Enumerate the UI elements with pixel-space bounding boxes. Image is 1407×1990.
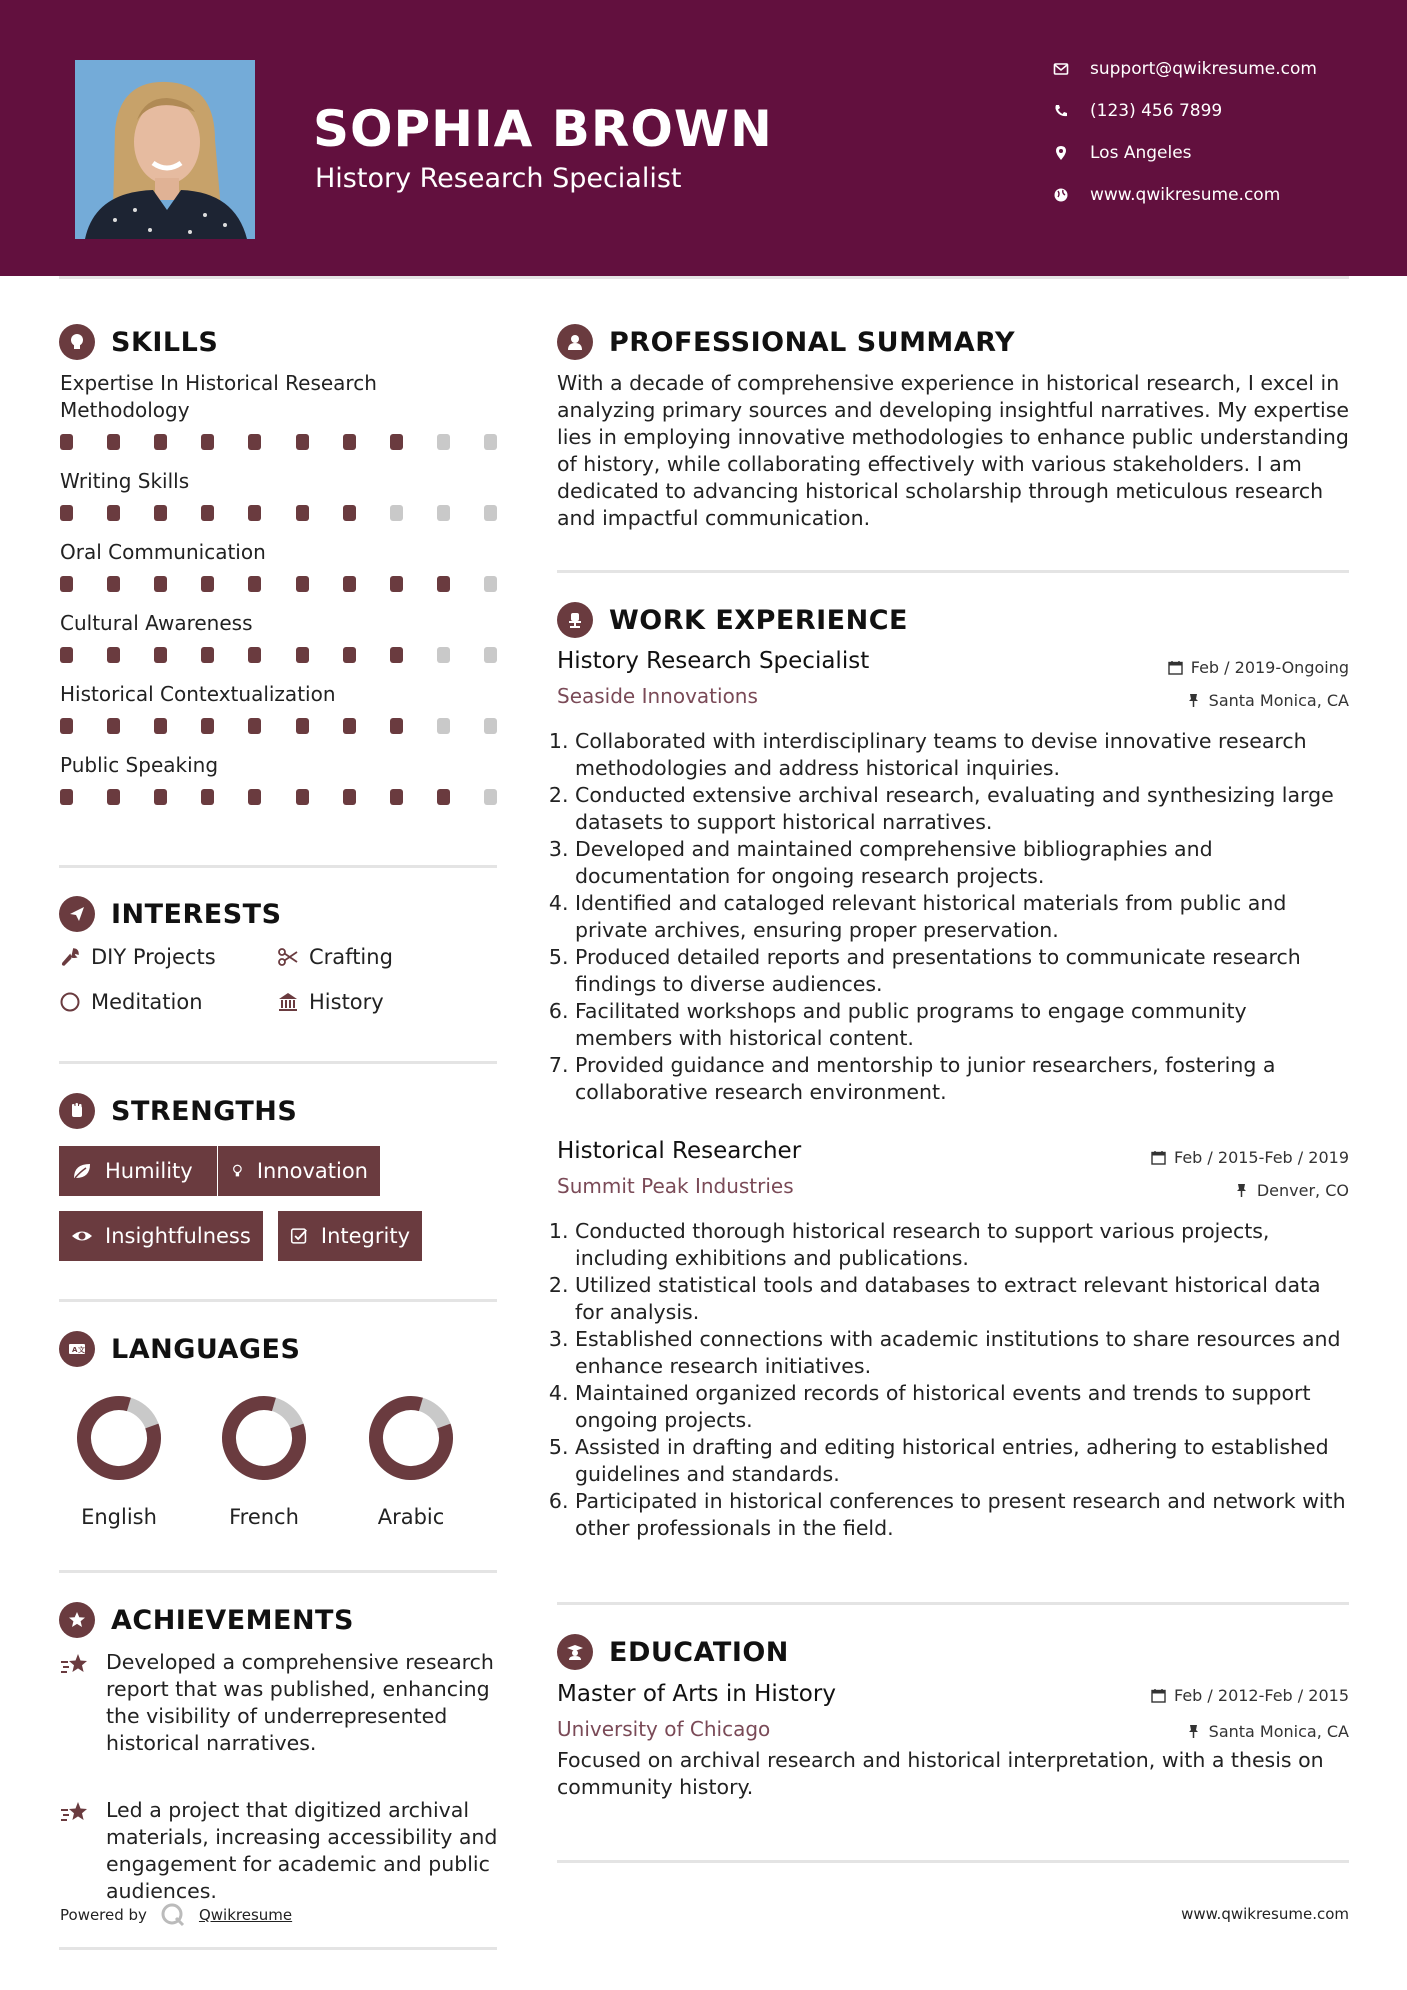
rating-dot-filled — [296, 505, 309, 521]
rating-dot-filled — [154, 789, 167, 805]
contact-email-text: support@qwikresume.com — [1090, 59, 1317, 79]
responsibility-item: 1. Collaborated with interdisciplinary teams to devise innovative research methodologies and address historical inquiries. — [575, 728, 1349, 782]
skill-item — [60, 610, 498, 663]
skills-title: SKILLS — [111, 326, 219, 358]
check-square-icon — [290, 1225, 309, 1247]
eye-icon — [71, 1225, 93, 1247]
rating-dot-filled — [201, 434, 214, 450]
responsibility-item: 3. Developed and maintained comprehensive bibliographies and documentation for ongoing research projects. — [575, 836, 1349, 890]
job-dates-text: Feb / 2015-Feb / 2019 — [1174, 1148, 1349, 1167]
rating-dot-filled — [296, 434, 309, 450]
achievements-heading — [59, 1602, 354, 1638]
rating-dot-filled — [248, 647, 261, 663]
rating-dot-filled — [390, 789, 403, 805]
rating-dot-filled — [201, 576, 214, 592]
interest-item — [59, 945, 216, 969]
interest-label: History — [309, 990, 384, 1014]
rating-dot-filled — [60, 789, 73, 805]
achievements-title: ACHIEVEMENTS — [111, 1604, 354, 1636]
language-name: French — [229, 1505, 299, 1529]
rating-dot-empty — [484, 576, 497, 592]
star-icon — [60, 1800, 90, 1826]
interest-item — [59, 990, 203, 1014]
rating-dot-empty — [484, 647, 497, 663]
education-heading — [557, 1634, 789, 1670]
skill-item — [60, 370, 498, 450]
skill-item — [60, 468, 498, 521]
rating-dot-filled — [60, 576, 73, 592]
skill-rating — [60, 789, 497, 805]
summary-text: With a decade of comprehensive experience in historical research, I excel in analyzing primary sources and developing insightful narratives. My expertise lies in employing innovative methodologies to enhance public understanding of history, while collaborating effectively with various stakeholders. I am dedicated to advancing historical scholarship through meticulous research and impactful communication. — [557, 371, 1349, 530]
rating-dot-filled — [296, 718, 309, 734]
responsibility-item: 6. Participated in historical conferences to present research and network with other professionals in the field. — [575, 1488, 1349, 1542]
education-school: University of Chicago — [557, 1717, 771, 1741]
rating-dot-filled — [296, 789, 309, 805]
svg-text:A文: A文 — [72, 1346, 86, 1354]
rating-dot-filled — [154, 434, 167, 450]
skill-name: Cultural Awareness — [60, 611, 253, 635]
rating-dot-filled — [437, 576, 450, 592]
achievement-item — [60, 1649, 500, 1757]
contact-location — [1053, 143, 1383, 163]
summary-divider — [557, 570, 1349, 573]
education-location-text: Santa Monica, CA — [1208, 1722, 1349, 1741]
skill-name: Writing Skills — [60, 469, 190, 493]
office-chair-icon — [557, 602, 593, 638]
responsibility-item: 4. Maintained organized records of historical events and trends to support ongoing projects. — [575, 1380, 1349, 1434]
language-name: Arabic — [377, 1505, 445, 1529]
language-item — [341, 1393, 481, 1529]
strength-label: Innovation — [256, 1159, 368, 1183]
education-dates — [1151, 1686, 1349, 1705]
rating-dot-empty — [484, 789, 497, 805]
contact-website-text: www.qwikresume.com — [1090, 185, 1281, 205]
job-dates — [1151, 1148, 1349, 1167]
achievements-divider — [59, 1947, 497, 1950]
rating-dot-filled — [343, 718, 356, 734]
experience-heading — [557, 602, 908, 638]
rating-dot-filled — [201, 647, 214, 663]
skill-rating — [60, 434, 497, 450]
skill-rating — [60, 718, 497, 734]
strengths-title: STRENGTHS — [111, 1095, 298, 1127]
rating-dot-filled — [248, 505, 261, 521]
skill-name: Public Speaking — [60, 753, 219, 777]
interest-item — [277, 945, 393, 969]
responsibility-item: 3. Established connections with academic institutions to share resources and enhance research initiatives. — [575, 1326, 1349, 1380]
rating-dot-empty — [437, 434, 450, 450]
education-dates-text: Feb / 2012-Feb / 2015 — [1174, 1686, 1349, 1705]
map-pin-icon — [1053, 145, 1069, 161]
scissors-icon — [277, 946, 299, 968]
wrench-icon — [59, 946, 81, 968]
job-location — [1234, 1181, 1349, 1200]
contact-email[interactable] — [1053, 59, 1383, 79]
rating-dot-filled — [201, 505, 214, 521]
achievement-item — [60, 1797, 500, 1905]
rating-dot-empty — [437, 505, 450, 521]
rating-dot-filled — [60, 434, 73, 450]
leaf-icon — [71, 1160, 93, 1182]
skill-item — [60, 539, 498, 592]
rating-dot-filled — [343, 576, 356, 592]
rating-dot-filled — [60, 718, 73, 734]
achievement-text: Developed a comprehensive research report that was published, enhancing the visibility of underrepresented historical narratives. — [106, 1650, 494, 1755]
responsibility-item: 2. Conducted extensive archival research, evaluating and synthesizing large datasets to support historical narratives. — [575, 782, 1349, 836]
rating-dot-filled — [107, 718, 120, 734]
skill-name: Oral Communication — [60, 540, 266, 564]
skill-item — [60, 752, 498, 805]
interests-title: INTERESTS — [111, 898, 282, 930]
rating-dot-filled — [390, 647, 403, 663]
rating-dot-filled — [437, 789, 450, 805]
languages-heading — [59, 1331, 300, 1367]
rating-dot-filled — [107, 647, 120, 663]
responsibility-item: 2. Utilized statistical tools and databases to extract relevant historical data for analysis. — [575, 1272, 1349, 1326]
skill-name: Expertise In Historical Research Methodology — [60, 371, 377, 422]
languages-title: LANGUAGES — [111, 1333, 301, 1365]
rating-dot-empty — [390, 505, 403, 521]
rating-dot-filled — [248, 434, 261, 450]
interests-divider — [59, 1061, 497, 1064]
education-title: EDUCATION — [609, 1636, 789, 1668]
summary-title: PROFESSIONAL SUMMARY — [609, 326, 1016, 358]
strength-tag — [218, 1146, 380, 1196]
rating-dot-filled — [154, 647, 167, 663]
rating-dot-filled — [390, 576, 403, 592]
rating-dot-filled — [248, 576, 261, 592]
powered-by — [60, 1902, 292, 1928]
pushpin-icon — [1234, 1183, 1249, 1198]
contact-location-text: Los Angeles — [1090, 143, 1192, 163]
language-level-arc — [219, 1393, 309, 1483]
language-level-donut — [366, 1393, 456, 1483]
education-divider — [557, 1860, 1349, 1863]
envelope-icon — [1053, 61, 1069, 77]
rating-dot-empty — [437, 718, 450, 734]
interest-item — [277, 990, 384, 1014]
language-level-donut — [74, 1393, 164, 1483]
language-level-arc — [74, 1393, 164, 1483]
education-description: Focused on archival research and historical interpretation, with a thesis on community history. — [557, 1748, 1324, 1799]
job-title: Historical Researcher — [557, 1138, 802, 1164]
star-badge-icon — [59, 1602, 95, 1638]
rating-dot-filled — [107, 789, 120, 805]
language-item — [194, 1393, 334, 1529]
strength-label: Integrity — [320, 1224, 410, 1248]
calendar-icon — [1168, 660, 1183, 675]
responsibility-item: 6. Facilitated workshops and public programs to engage community members with historical content. — [575, 998, 1349, 1052]
rating-dot-filled — [390, 718, 403, 734]
job-location-text: Santa Monica, CA — [1208, 691, 1349, 710]
rating-dot-filled — [201, 718, 214, 734]
graduate-icon — [557, 1634, 593, 1670]
candidate-name: SOPHIA BROWN — [313, 100, 773, 158]
circle-icon — [59, 991, 81, 1013]
rating-dot-filled — [154, 505, 167, 521]
achievement-text: Led a project that digitized archival materials, increasing accessibility and engagement for academic and public audiences. — [106, 1798, 498, 1903]
responsibility-item: 5. Produced detailed reports and presentations to communicate research findings to diverse audiences. — [575, 944, 1349, 998]
rating-dot-filled — [107, 576, 120, 592]
education-degree: Master of Arts in History — [557, 1681, 836, 1707]
fist-icon — [59, 1093, 95, 1129]
experience-divider — [557, 1602, 1349, 1605]
job-dates — [1168, 658, 1349, 677]
skill-item — [60, 681, 498, 734]
interest-label: Crafting — [309, 945, 393, 969]
footer-website[interactable]: www.qwikresume.com — [1181, 1905, 1349, 1923]
lightbulb-icon — [230, 1160, 245, 1182]
resume-header — [0, 0, 1407, 276]
responsibility-item: 7. Provided guidance and mentorship to junior researchers, fostering a collaborative research environment. — [575, 1052, 1349, 1106]
rating-dot-filled — [107, 434, 120, 450]
qwikresume-logo-icon — [159, 1902, 187, 1928]
rating-dot-filled — [60, 647, 73, 663]
rating-dot-filled — [154, 576, 167, 592]
job-responsibilities — [557, 1218, 1349, 1542]
phone-icon — [1053, 103, 1069, 119]
profile-photo — [75, 60, 255, 239]
skill-name: Historical Contextualization — [60, 682, 336, 706]
skills-heading — [59, 324, 218, 360]
calendar-icon — [1151, 1150, 1166, 1165]
responsibility-item: 4. Identified and cataloged relevant historical materials from public and private archives, ensuring proper preservation. — [575, 890, 1349, 944]
education-location — [1186, 1722, 1349, 1741]
rating-dot-filled — [343, 434, 356, 450]
job-title: History Research Specialist — [557, 648, 870, 674]
pushpin-icon — [1186, 693, 1201, 708]
language-level-donut — [219, 1393, 309, 1483]
contact-phone-text: (123) 456 7899 — [1090, 101, 1223, 121]
skill-rating — [60, 576, 497, 592]
rating-dot-filled — [343, 789, 356, 805]
powered-by-text: Powered by — [60, 1906, 147, 1924]
skills-divider — [59, 865, 497, 868]
language-item — [49, 1393, 189, 1529]
museum-icon — [277, 991, 299, 1013]
summary-heading — [557, 324, 1015, 360]
rating-dot-filled — [248, 789, 261, 805]
rating-dot-empty — [484, 505, 497, 521]
rating-dot-filled — [343, 647, 356, 663]
rating-dot-filled — [60, 505, 73, 521]
job-entry — [557, 1138, 1349, 1198]
rating-dot-empty — [484, 718, 497, 734]
job-responsibilities — [557, 728, 1349, 1106]
star-icon — [60, 1652, 90, 1678]
responsibility-item: 1. Conducted thorough historical research to support various projects, including exhibitions and publications. — [575, 1218, 1349, 1272]
skill-rating — [60, 647, 497, 663]
rating-dot-filled — [201, 789, 214, 805]
rating-dot-empty — [437, 647, 450, 663]
language-name: English — [81, 1505, 157, 1529]
contact-website[interactable] — [1053, 185, 1383, 205]
strengths-divider — [59, 1299, 497, 1302]
strength-tag — [59, 1211, 263, 1261]
qwikresume-link[interactable]: Qwikresume — [198, 1906, 293, 1924]
language-icon — [59, 1331, 95, 1367]
calendar-icon — [1151, 1688, 1166, 1703]
lightbulb-icon — [59, 324, 95, 360]
languages-divider — [59, 1570, 497, 1573]
rating-dot-filled — [296, 576, 309, 592]
interest-label: DIY Projects — [91, 945, 216, 969]
globe-icon — [1053, 187, 1069, 203]
strength-label: Humility — [105, 1159, 193, 1183]
pushpin-icon — [1186, 1724, 1201, 1739]
interest-label: Meditation — [91, 990, 203, 1014]
rating-dot-filled — [107, 505, 120, 521]
interests-heading — [59, 896, 282, 932]
job-company: Seaside Innovations — [557, 684, 758, 708]
strength-label: Insightfulness — [105, 1224, 251, 1248]
user-icon — [557, 324, 593, 360]
rating-dot-filled — [343, 505, 356, 521]
header-divider — [59, 276, 1349, 279]
job-location — [1186, 691, 1349, 710]
rating-dot-empty — [484, 434, 497, 450]
job-location-text: Denver, CO — [1256, 1181, 1349, 1200]
rating-dot-filled — [390, 434, 403, 450]
skills-list — [60, 370, 498, 823]
candidate-role: History Research Specialist — [315, 163, 682, 194]
job-company: Summit Peak Industries — [557, 1174, 794, 1198]
strength-tag — [59, 1146, 217, 1196]
paper-plane-icon — [59, 896, 95, 932]
rating-dot-filled — [248, 718, 261, 734]
experience-title: WORK EXPERIENCE — [609, 604, 908, 636]
strengths-heading — [59, 1093, 297, 1129]
rating-dot-filled — [154, 718, 167, 734]
rating-dot-filled — [296, 647, 309, 663]
job-dates-text: Feb / 2019-Ongoing — [1190, 658, 1349, 677]
responsibility-item: 5. Assisted in drafting and editing historical entries, adhering to established guidelines and standards. — [575, 1434, 1349, 1488]
skill-rating — [60, 505, 497, 521]
strength-tag — [278, 1211, 422, 1261]
contact-phone[interactable] — [1053, 101, 1383, 121]
language-level-arc — [366, 1393, 456, 1483]
